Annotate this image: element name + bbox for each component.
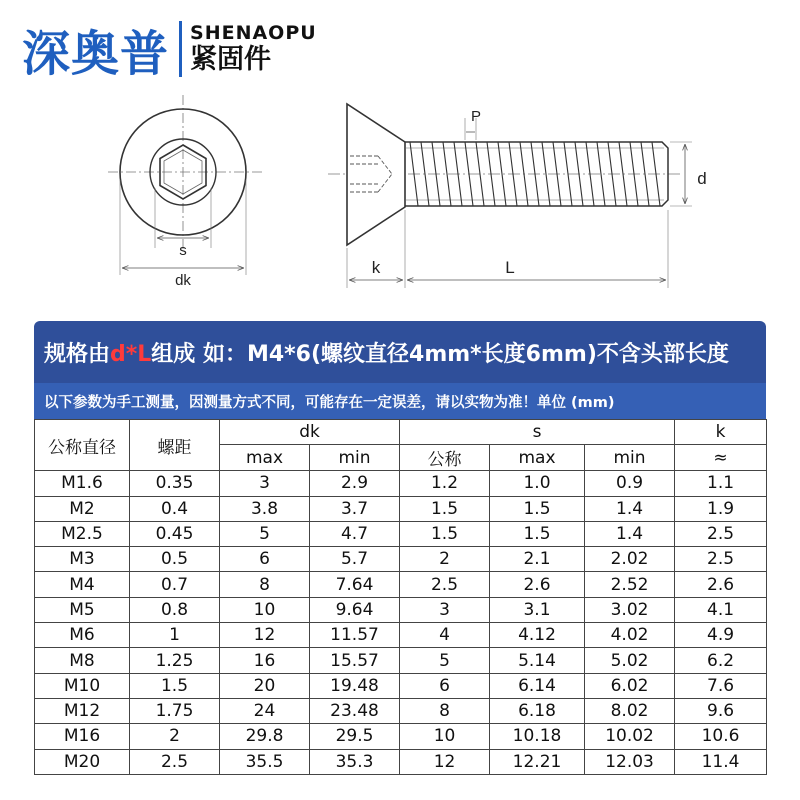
table-cell: 2.5 bbox=[675, 547, 767, 572]
table-cell: 10.18 bbox=[490, 724, 585, 749]
table-cell: M1.6 bbox=[35, 471, 130, 496]
table-row bbox=[35, 673, 767, 698]
table-cell: 3.02 bbox=[585, 597, 675, 622]
table-cell: 1.5 bbox=[400, 496, 490, 521]
title-prefix: 规格由 bbox=[44, 341, 111, 367]
brand-name-en: SHENAOPU bbox=[190, 22, 317, 44]
brand-name-cn: 深奥普 bbox=[22, 25, 170, 82]
table-cell: 1.25 bbox=[130, 648, 220, 673]
table-row bbox=[35, 521, 767, 546]
table-row bbox=[35, 724, 767, 749]
table-cell: 1.4 bbox=[585, 521, 675, 546]
table-cell: 5 bbox=[400, 648, 490, 673]
table-cell: 1.75 bbox=[130, 698, 220, 723]
table-cell: 8.02 bbox=[585, 698, 675, 723]
table-cell: 20 bbox=[220, 673, 310, 698]
table-cell: 10.6 bbox=[675, 724, 767, 749]
table-cell: 10 bbox=[400, 724, 490, 749]
table-cell: 4.02 bbox=[585, 623, 675, 648]
measurement-note-bar bbox=[34, 383, 766, 419]
table-cell: 0.7 bbox=[130, 572, 220, 597]
header-s: s bbox=[400, 420, 675, 445]
table-cell: 0.8 bbox=[130, 597, 220, 622]
table-row bbox=[35, 698, 767, 723]
brand-divider bbox=[179, 21, 182, 77]
spec-title bbox=[44, 337, 729, 368]
screw-diagram bbox=[0, 88, 800, 298]
table-cell: 8 bbox=[220, 572, 310, 597]
table-cell: 12 bbox=[220, 623, 310, 648]
table-cell: 6.02 bbox=[585, 673, 675, 698]
table-cell: 15.57 bbox=[310, 648, 400, 673]
header-s-nominal: 公称 bbox=[400, 445, 490, 471]
table-cell: 0.9 bbox=[585, 471, 675, 496]
table-cell: 4.9 bbox=[675, 623, 767, 648]
table-cell: 2.6 bbox=[490, 572, 585, 597]
label-p: P bbox=[470, 108, 482, 125]
table-row bbox=[35, 648, 767, 673]
table-cell: 4.12 bbox=[490, 623, 585, 648]
table-cell: 3 bbox=[220, 471, 310, 496]
table-cell: 7.64 bbox=[310, 572, 400, 597]
table-cell: 4 bbox=[400, 623, 490, 648]
table-cell: M5 bbox=[35, 597, 130, 622]
table-cell: 12.21 bbox=[490, 749, 585, 774]
table-cell: M4 bbox=[35, 572, 130, 597]
table-cell: 5 bbox=[220, 521, 310, 546]
table-row bbox=[35, 547, 767, 572]
table-cell: 1.5 bbox=[400, 521, 490, 546]
table-cell: 1.5 bbox=[490, 496, 585, 521]
brand-subtitle: 紧固件 bbox=[190, 44, 272, 75]
header-nominal-diameter: 公称直径 bbox=[35, 420, 130, 471]
table-cell: 1 bbox=[130, 623, 220, 648]
table-cell: 23.48 bbox=[310, 698, 400, 723]
table-cell: 0.4 bbox=[130, 496, 220, 521]
table-row bbox=[35, 572, 767, 597]
table-cell: 19.48 bbox=[310, 673, 400, 698]
table-cell: M16 bbox=[35, 724, 130, 749]
table-cell: 5.02 bbox=[585, 648, 675, 673]
header-s-max: max bbox=[490, 445, 585, 471]
table-cell: M12 bbox=[35, 698, 130, 723]
table-row bbox=[35, 471, 767, 496]
table-cell: M6 bbox=[35, 623, 130, 648]
table-cell: 2.5 bbox=[675, 521, 767, 546]
table-row bbox=[35, 496, 767, 521]
table-cell: 35.3 bbox=[310, 749, 400, 774]
screw-side-view bbox=[328, 104, 707, 288]
table-cell: 1.0 bbox=[490, 471, 585, 496]
table-cell: 3.8 bbox=[220, 496, 310, 521]
table-cell: 5.7 bbox=[310, 547, 400, 572]
table-cell: 2 bbox=[400, 547, 490, 572]
header-dk: dk bbox=[220, 420, 400, 445]
header-pitch: 螺距 bbox=[130, 420, 220, 471]
table-cell: 1.1 bbox=[675, 471, 767, 496]
table-cell: 0.45 bbox=[130, 521, 220, 546]
table-cell: 6.18 bbox=[490, 698, 585, 723]
table-cell: 9.6 bbox=[675, 698, 767, 723]
label-l: L bbox=[505, 258, 515, 277]
table-cell: 6 bbox=[400, 673, 490, 698]
table-cell: 7.6 bbox=[675, 673, 767, 698]
table-cell: 12 bbox=[400, 749, 490, 774]
table-cell: 2.5 bbox=[400, 572, 490, 597]
table-cell: 3.7 bbox=[310, 496, 400, 521]
table-cell: 4.7 bbox=[310, 521, 400, 546]
table-cell: 11.57 bbox=[310, 623, 400, 648]
title-highlight: d*L bbox=[110, 341, 152, 367]
table-cell: 3.1 bbox=[490, 597, 585, 622]
title-suffix: 组成 如：M4*6(螺纹直径4mm*长度6mm)不含头部长度 bbox=[151, 341, 729, 367]
table-cell: 2 bbox=[130, 724, 220, 749]
table-cell: 2.5 bbox=[130, 749, 220, 774]
table-cell: 29.5 bbox=[310, 724, 400, 749]
table-cell: 1.5 bbox=[130, 673, 220, 698]
table-cell: 3 bbox=[400, 597, 490, 622]
table-cell: 12.03 bbox=[585, 749, 675, 774]
table-cell: 35.5 bbox=[220, 749, 310, 774]
table-cell: 0.5 bbox=[130, 547, 220, 572]
table-cell: 1.4 bbox=[585, 496, 675, 521]
table-cell: M20 bbox=[35, 749, 130, 774]
spec-title-bar bbox=[34, 321, 766, 383]
table-cell: 1.5 bbox=[490, 521, 585, 546]
table-header-row bbox=[35, 420, 767, 445]
table-cell: 10 bbox=[220, 597, 310, 622]
spec-table-body bbox=[35, 471, 767, 775]
table-cell: M2.5 bbox=[35, 521, 130, 546]
table-cell: 10.02 bbox=[585, 724, 675, 749]
measurement-note: 以下参数为手工测量，因测量方式不同，可能存在一定误差，请以实物为准！单位 (mm) bbox=[44, 394, 615, 411]
table-cell: 8 bbox=[400, 698, 490, 723]
label-s: s bbox=[179, 242, 187, 259]
table-cell: 6 bbox=[220, 547, 310, 572]
header-k-approx: ≈ bbox=[675, 445, 767, 471]
table-cell: 2.02 bbox=[585, 547, 675, 572]
label-d: d bbox=[697, 169, 707, 188]
table-row bbox=[35, 623, 767, 648]
table-cell: 29.8 bbox=[220, 724, 310, 749]
brand-right bbox=[190, 22, 317, 76]
table-cell: 2.9 bbox=[310, 471, 400, 496]
head-end-view bbox=[108, 95, 262, 289]
header-k: k bbox=[675, 420, 767, 445]
table-cell: 11.4 bbox=[675, 749, 767, 774]
table-cell: 5.14 bbox=[490, 648, 585, 673]
table-cell: 6.2 bbox=[675, 648, 767, 673]
label-k: k bbox=[371, 258, 381, 277]
table-cell: 1.9 bbox=[675, 496, 767, 521]
table-cell: 9.64 bbox=[310, 597, 400, 622]
label-dk: dk bbox=[175, 272, 191, 289]
table-cell: 24 bbox=[220, 698, 310, 723]
brand-header bbox=[22, 14, 317, 84]
table-row bbox=[35, 749, 767, 774]
table-cell: 2.52 bbox=[585, 572, 675, 597]
table-cell: 16 bbox=[220, 648, 310, 673]
table-cell: 1.2 bbox=[400, 471, 490, 496]
table-cell: 6.14 bbox=[490, 673, 585, 698]
header-dk-min: min bbox=[310, 445, 400, 471]
table-cell: M10 bbox=[35, 673, 130, 698]
table-cell: 4.1 bbox=[675, 597, 767, 622]
header-dk-max: max bbox=[220, 445, 310, 471]
spec-table bbox=[34, 419, 767, 775]
table-cell: 2.6 bbox=[675, 572, 767, 597]
table-cell: M3 bbox=[35, 547, 130, 572]
table-cell: M2 bbox=[35, 496, 130, 521]
table-cell: 2.1 bbox=[490, 547, 585, 572]
table-cell: 0.35 bbox=[130, 471, 220, 496]
header-s-min: min bbox=[585, 445, 675, 471]
table-row bbox=[35, 597, 767, 622]
table-cell: M8 bbox=[35, 648, 130, 673]
